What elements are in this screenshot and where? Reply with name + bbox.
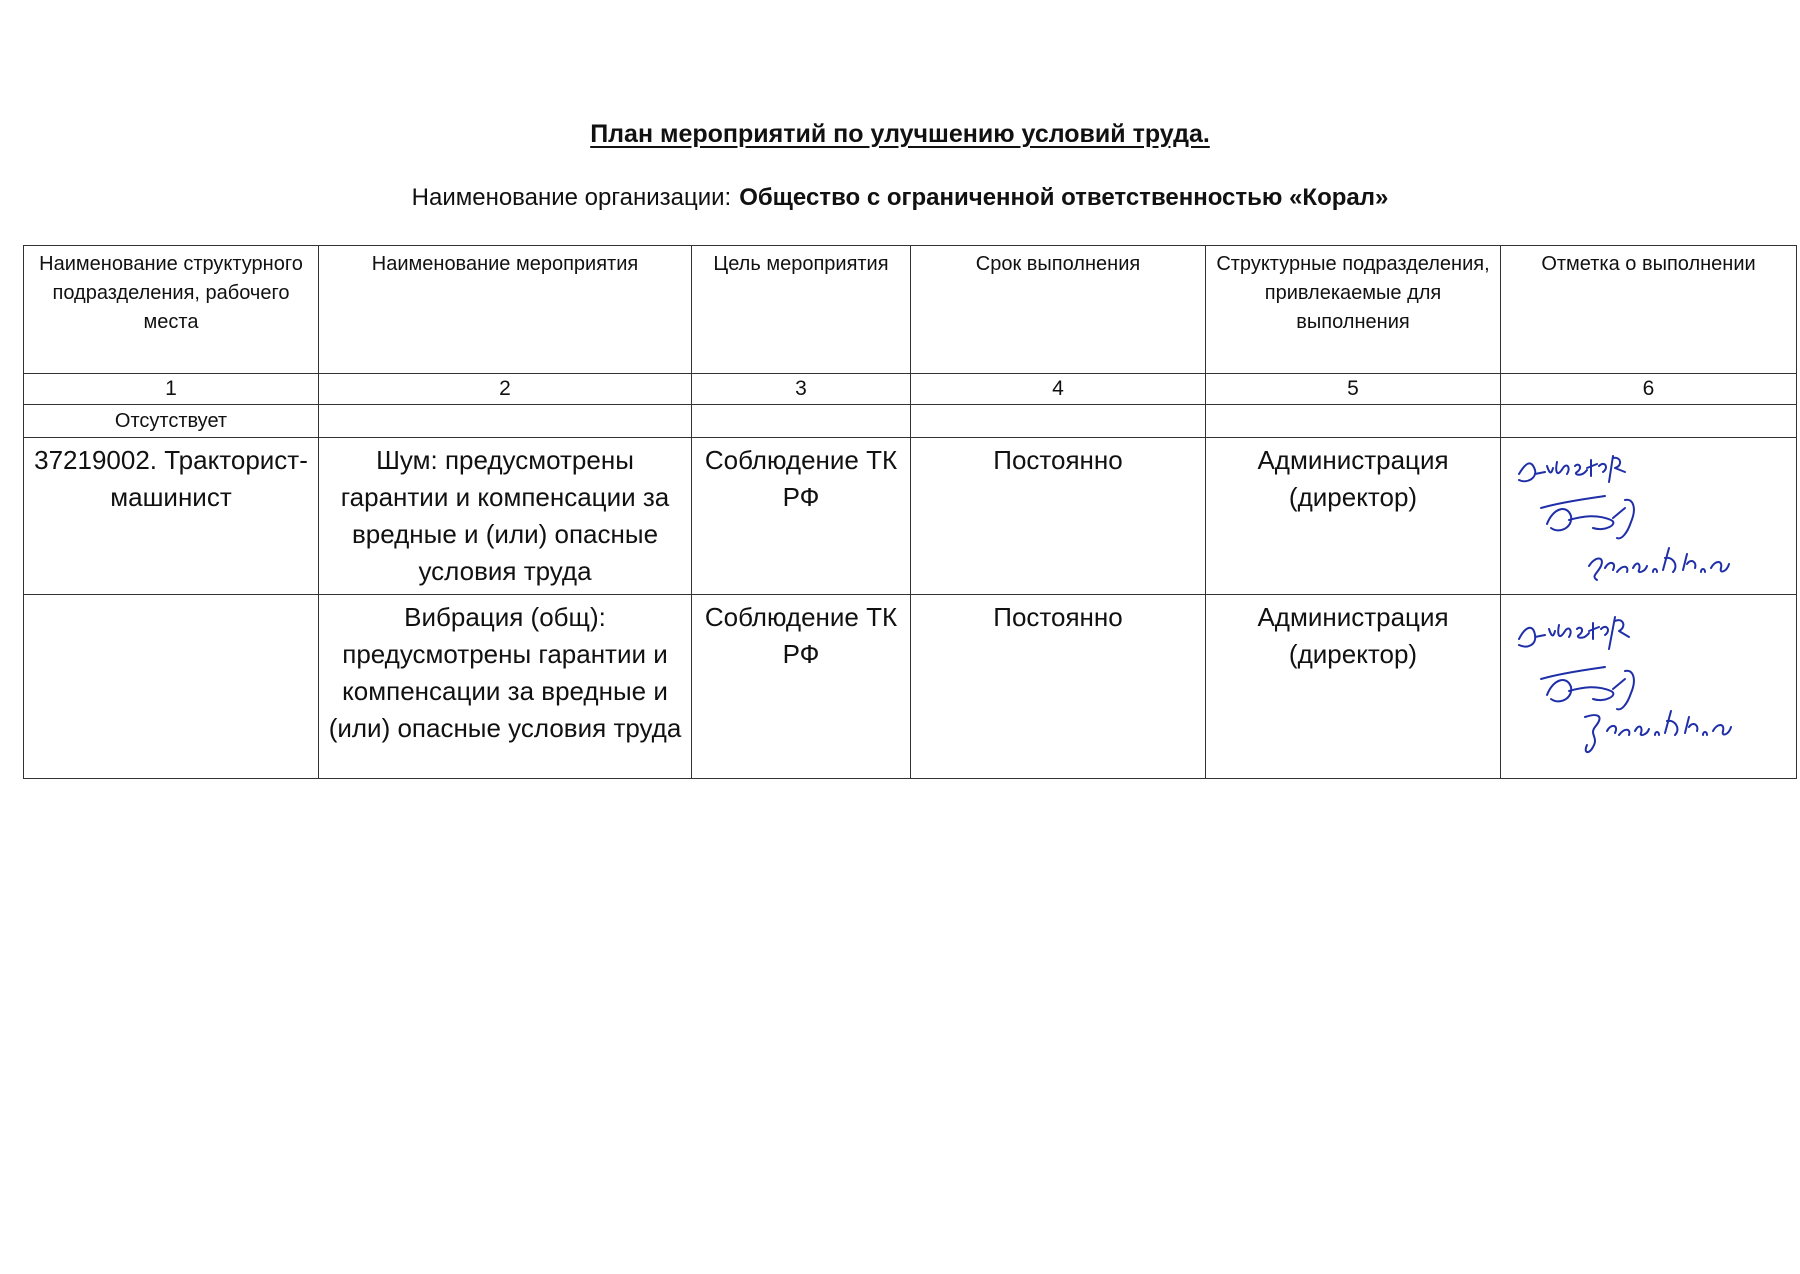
- document-title: План мероприятий по улучшению условий труда.: [590, 120, 1210, 148]
- completion-mark-cell: [1501, 595, 1797, 779]
- goal-cell: Соблюдение ТК РФ: [692, 595, 911, 779]
- column-number: 5: [1206, 374, 1501, 405]
- deadline-cell: Постоянно: [911, 595, 1206, 779]
- goal-cell: Соблюдение ТК РФ: [692, 438, 911, 595]
- organization-line: [0, 184, 1800, 212]
- empty-cell: [692, 405, 911, 438]
- header-cell: Срок выполнения: [911, 246, 1206, 374]
- workplace-cell: [24, 595, 319, 779]
- empty-cell: [911, 405, 1206, 438]
- table-header-row: [24, 246, 1797, 374]
- subdivision-row: [24, 405, 1797, 438]
- column-number: 1: [24, 374, 319, 405]
- measures-table: [23, 245, 1797, 779]
- deadline-cell: Постоянно: [911, 438, 1206, 595]
- column-number: 3: [692, 374, 911, 405]
- header-cell: Отметка о выполнении: [1501, 246, 1797, 374]
- handwritten-signature: [1501, 595, 1797, 778]
- departments-cell: Администрация (директор): [1206, 595, 1501, 779]
- measure-cell: Шум: предусмотрены гарантии и компенсации за вредные и (или) опасные условия труда: [319, 438, 692, 595]
- empty-cell: [1501, 405, 1797, 438]
- column-number: 4: [911, 374, 1206, 405]
- organization-name: Общество с ограниченной ответственностью «Корал»: [739, 184, 1389, 211]
- header-cell: Наименование структурного подразделения, рабочего места: [24, 246, 319, 374]
- header-cell: Цель мероприятия: [692, 246, 911, 374]
- handwritten-signature: [1501, 438, 1797, 588]
- subdivision-cell: Отсутствует: [24, 405, 319, 438]
- header-cell: Наименование мероприятия: [319, 246, 692, 374]
- workplace-cell: 37219002. Тракторист-машинист: [24, 438, 319, 595]
- measure-cell: Вибрация (общ): предусмотрены гарантии и компенсации за вредные и (или) опасные условия труда: [319, 595, 692, 779]
- departments-cell: Администрация (директор): [1206, 438, 1501, 595]
- table-row: [24, 438, 1797, 595]
- column-number: 6: [1501, 374, 1797, 405]
- empty-cell: [319, 405, 692, 438]
- column-number: 2: [319, 374, 692, 405]
- completion-mark-cell: [1501, 438, 1797, 595]
- table-row: [24, 595, 1797, 779]
- organization-label: Наименование организации:: [411, 184, 732, 211]
- empty-cell: [1206, 405, 1501, 438]
- header-cell: Структурные подразделения, привлекаемые для выполнения: [1206, 246, 1501, 374]
- column-number-row: [24, 374, 1797, 405]
